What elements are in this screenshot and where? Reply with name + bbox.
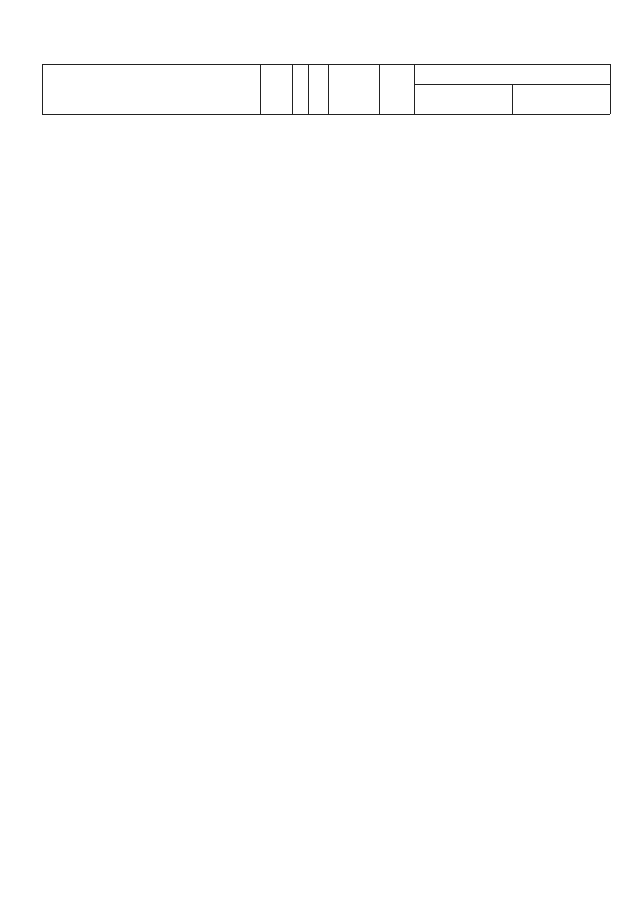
header-border-csr xyxy=(379,64,380,114)
table-header xyxy=(42,64,610,114)
header-border-year xyxy=(512,84,513,114)
header-border-rz xyxy=(308,64,309,114)
header-border-vr xyxy=(414,64,415,114)
header-bottom-border xyxy=(42,114,610,115)
header-top-border xyxy=(42,64,610,65)
header-border-pr xyxy=(328,64,329,114)
header-border-right xyxy=(610,64,611,114)
header-border-name xyxy=(260,64,261,114)
header-border-left xyxy=(42,64,43,114)
header-border-min xyxy=(292,64,293,114)
